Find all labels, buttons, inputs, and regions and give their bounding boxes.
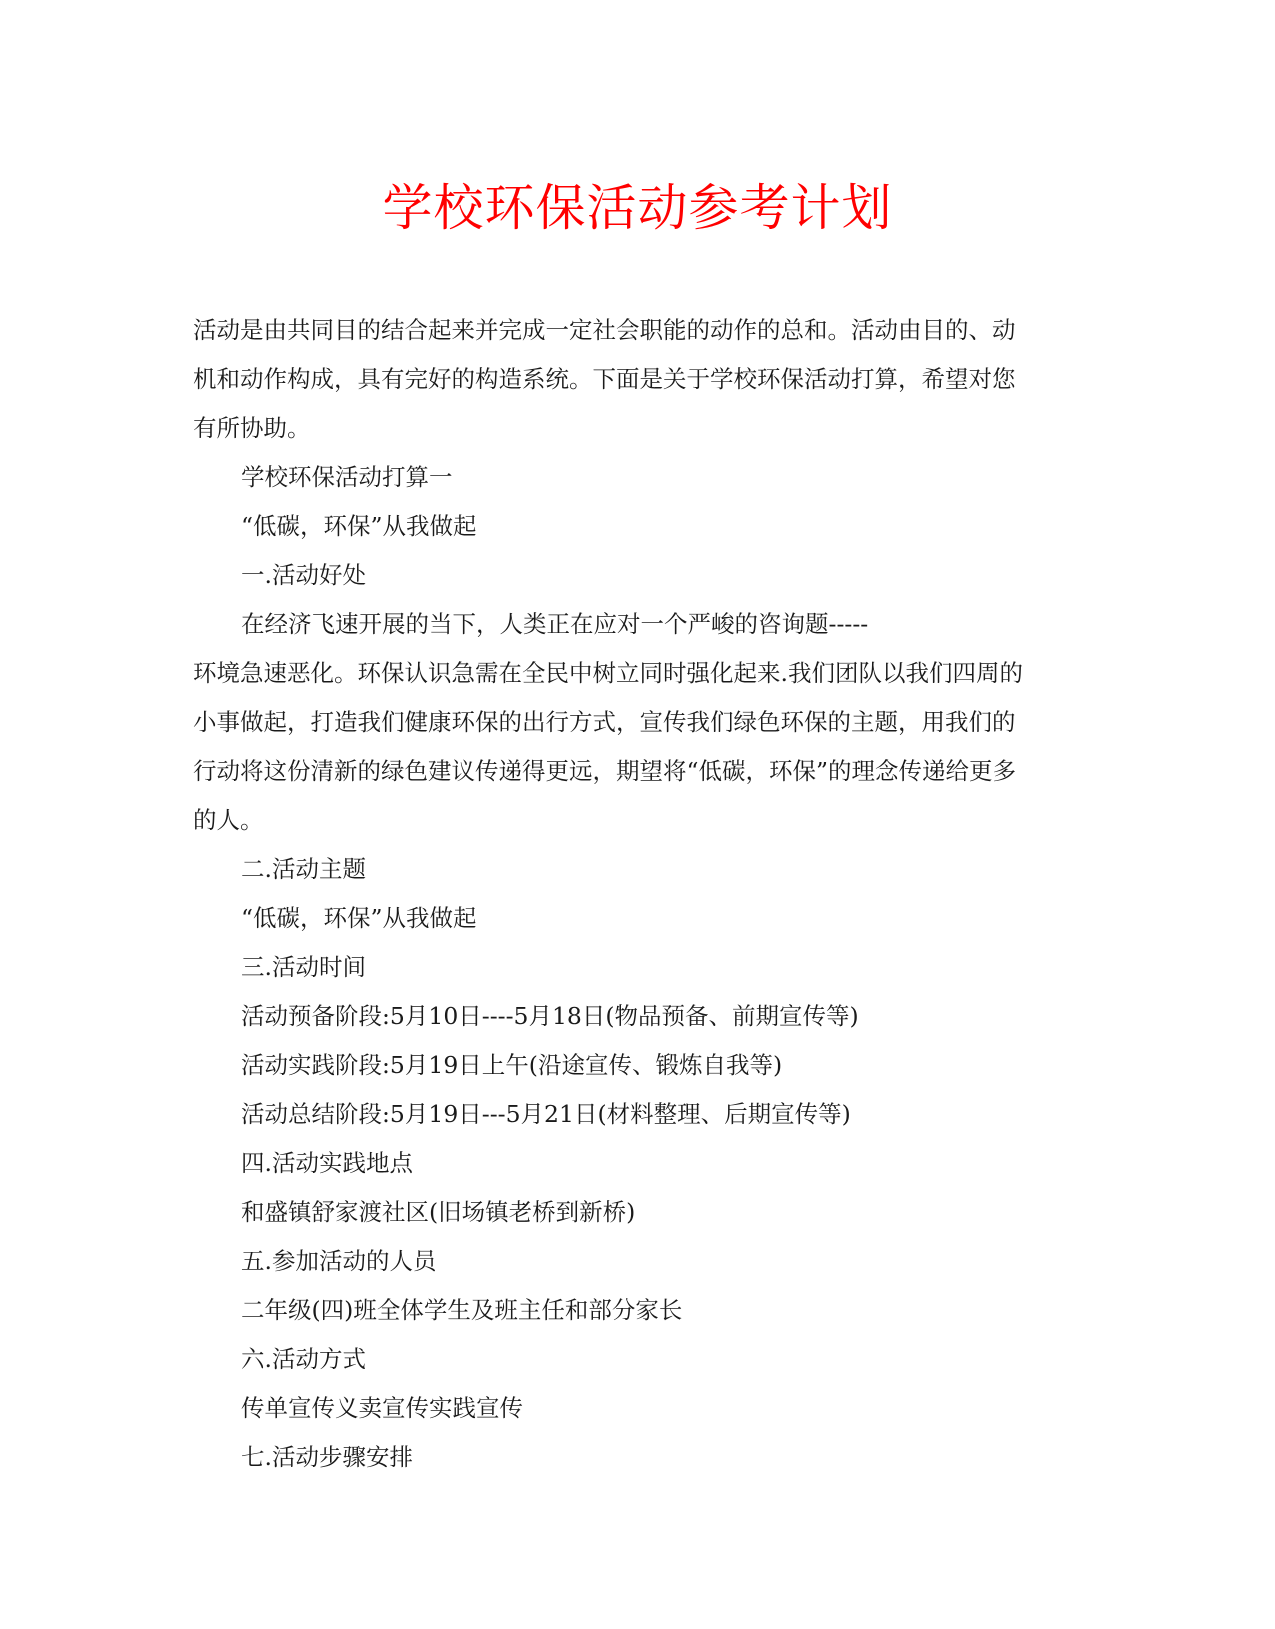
participants-text: 二年级(四)班全体学生及班主任和部分家长 xyxy=(241,1296,683,1324)
paragraph-line: 在经济飞速开展的当下，人类正在应对一个严峻的咨询题----- xyxy=(241,610,869,638)
document-body xyxy=(193,306,1093,1482)
section-heading-6: 六.活动方式 xyxy=(241,1345,366,1373)
section-heading-4: 四.活动实践地点 xyxy=(241,1149,413,1177)
section-heading-7: 七.活动步骤安排 xyxy=(241,1443,413,1471)
paragraph-line: 环境急速恶化。环保认识急需在全民中树立同时强化起来.我们团队以我们四周的 xyxy=(193,659,1023,687)
paragraph-line: 的人。 xyxy=(193,806,264,834)
location-text: 和盛镇舒家渡社区(旧场镇老桥到新桥) xyxy=(241,1198,636,1226)
document-title: 学校环保活动参考计划 xyxy=(382,179,893,237)
section-heading-1: 一.活动好处 xyxy=(241,561,366,589)
section-heading-3: 三.活动时间 xyxy=(241,953,366,981)
schedule-item: 活动预备阶段:5月10日----5月18日(物品预备、前期宣传等) xyxy=(241,1002,859,1030)
section-heading-2: 二.活动主题 xyxy=(241,855,366,883)
intro-line: 机和动作构成，具有完好的构造系统。下面是关于学校环保活动打算，希望对您 xyxy=(193,365,1016,393)
paragraph-line: 行动将这份清新的绿色建议传递得更远，期望将“低碳，环保”的理念传递给更多 xyxy=(193,757,1017,785)
slogan: “低碳，环保”从我做起 xyxy=(241,512,477,540)
schedule-item: 活动总结阶段:5月19日---5月21日(材料整理、后期宣传等) xyxy=(241,1100,851,1128)
schedule-item: 活动实践阶段:5月19日上午(沿途宣传、锻炼自我等) xyxy=(241,1051,783,1079)
methods-text: 传单宣传义卖宣传实践宣传 xyxy=(241,1394,523,1422)
slogan: “低碳，环保”从我做起 xyxy=(241,904,477,932)
section-heading-5: 五.参加活动的人员 xyxy=(241,1247,437,1275)
intro-line: 有所协助。 xyxy=(193,414,311,442)
paragraph-line: 小事做起，打造我们健康环保的出行方式，宣传我们绿色环保的主题，用我们的 xyxy=(193,708,1016,736)
plan-heading: 学校环保活动打算一 xyxy=(241,463,453,491)
intro-line: 活动是由共同目的结合起来并完成一定社会职能的动作的总和。活动由目的、动 xyxy=(193,316,1016,344)
